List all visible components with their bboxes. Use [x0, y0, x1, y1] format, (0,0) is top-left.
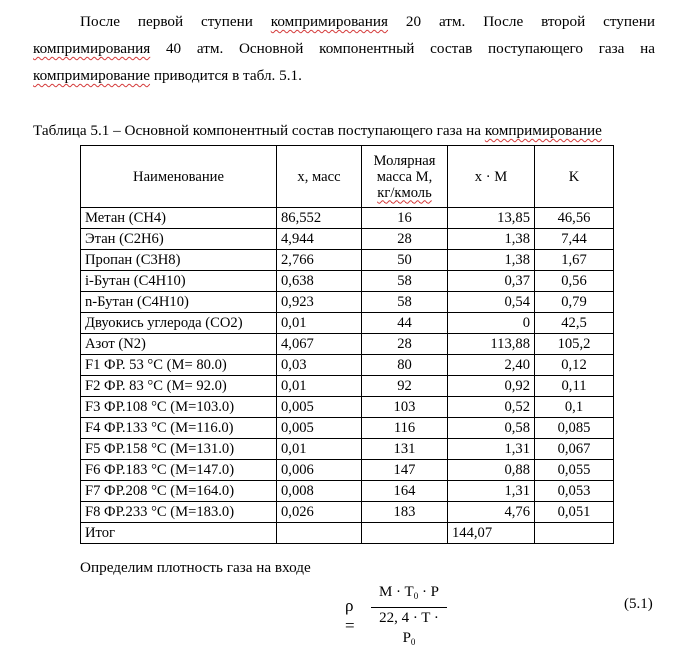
equation-number: (5.1): [624, 596, 653, 612]
table-cell: 0,008: [277, 481, 362, 502]
table-cell: 16: [362, 208, 448, 229]
table-cell: F3 ФР.108 °С (M=103.0): [81, 397, 277, 418]
table-cell: 4,067: [277, 334, 362, 355]
table-row: [81, 502, 614, 523]
table-cell: 4,944: [277, 229, 362, 250]
table-row: [81, 439, 614, 460]
table-row: [81, 355, 614, 376]
paragraph-text: приводится в табл. 5.1.: [150, 67, 302, 84]
header-x-m: x · M: [448, 146, 535, 208]
denominator-text: 22, 4 · T · P: [379, 610, 439, 646]
table-cell: 58: [362, 292, 448, 313]
paragraph-text: 20 атм. После второй ступени: [388, 13, 655, 30]
total-cell: 144,07: [448, 523, 535, 544]
spellcheck-word[interactable]: компримирование: [33, 67, 151, 84]
table-cell: 1,31: [448, 481, 535, 502]
numerator-tail: · P: [418, 584, 440, 600]
table-cell: 183: [362, 502, 448, 523]
table-cell: 0,055: [535, 460, 614, 481]
table-cell: 50: [362, 250, 448, 271]
table-cell: 1,38: [448, 229, 535, 250]
table-cell: 0,79: [535, 292, 614, 313]
table-body: [81, 208, 614, 544]
spellcheck-word[interactable]: компримирование: [484, 122, 602, 139]
table-cell: F4 ФР.133 °С (M=116.0): [81, 418, 277, 439]
table-cell: F1 ФР. 53 °С (M= 80.0): [81, 355, 277, 376]
paragraph-text: После первой ступени: [80, 13, 271, 30]
composition-table: [80, 145, 614, 544]
table-cell: F6 ФР.183 °С (M=147.0): [81, 460, 277, 481]
table-row: [81, 334, 614, 355]
table-cell: 4,76: [448, 502, 535, 523]
table-cell: 0,005: [277, 418, 362, 439]
header-k: K: [535, 146, 614, 208]
table-cell: F2 ФР. 83 °С (M= 92.0): [81, 376, 277, 397]
table-cell: Метан (CH4): [81, 208, 277, 229]
table-cell: Двуокись углерода (CO2): [81, 313, 277, 334]
table-cell: 0,053: [535, 481, 614, 502]
table-cell: 0,01: [277, 376, 362, 397]
table-cell: 46,56: [535, 208, 614, 229]
denominator-subscript: 0: [410, 637, 416, 647]
table-cell: F7 ФР.208 °С (M=164.0): [81, 481, 277, 502]
table-cell: 0,067: [535, 439, 614, 460]
table-cell: 113,88: [448, 334, 535, 355]
table-cell: 0,37: [448, 271, 535, 292]
table-cell: 0: [448, 313, 535, 334]
table-cell: 0,12: [535, 355, 614, 376]
table-cell: 0,006: [277, 460, 362, 481]
table-cell: 2,40: [448, 355, 535, 376]
caption-text: Таблица 5.1 – Основной компонентный состав поступающего газа на: [33, 122, 485, 139]
table-cell: 28: [362, 334, 448, 355]
table-total-row: [81, 523, 614, 544]
table-cell: 0,54: [448, 292, 535, 313]
table-cell: 0,92: [448, 376, 535, 397]
table-cell: 2,766: [277, 250, 362, 271]
table-cell: F8 ФР.233 °С (M=183.0): [81, 502, 277, 523]
numerator-subscript: 0: [413, 591, 419, 601]
header-molar-mass: [362, 146, 448, 208]
table-cell: i-Бутан (C4H10): [81, 271, 277, 292]
table-cell: 58: [362, 271, 448, 292]
table-cell: 0,88: [448, 460, 535, 481]
table-cell: 28: [362, 229, 448, 250]
table-cell: 1,31: [448, 439, 535, 460]
table-caption: [33, 121, 673, 141]
paragraph-text: 40 атм. Основной компонентный состав поступающего газа на: [150, 40, 655, 57]
header-x-mass: x, масс: [277, 146, 362, 208]
table-row: [81, 271, 614, 292]
table-cell: 0,051: [535, 502, 614, 523]
formula-numerator: [371, 583, 447, 608]
table-cell: Азот (N2): [81, 334, 277, 355]
formula-lhs: ρ =: [345, 596, 355, 635]
table-cell: 92: [362, 376, 448, 397]
table-cell: 7,44: [535, 229, 614, 250]
table-cell: n-Бутан (C4H10): [81, 292, 277, 313]
table-cell: 0,923: [277, 292, 362, 313]
table-cell: 13,85: [448, 208, 535, 229]
header-molar-line: масса М,: [376, 168, 433, 185]
table-row: [81, 418, 614, 439]
total-cell: [277, 523, 362, 544]
table-cell: 0,005: [277, 397, 362, 418]
header-molar-line: кг/кмоль: [377, 184, 432, 201]
spellcheck-word[interactable]: компримирования: [33, 40, 151, 57]
intro-paragraph: [33, 8, 655, 89]
table-cell: 0,58: [448, 418, 535, 439]
table-row: [81, 208, 614, 229]
table-header-row: [81, 146, 614, 208]
header-molar-line: Молярная: [373, 152, 436, 169]
header-name: Наименование: [81, 146, 277, 208]
table-cell: 0,638: [277, 271, 362, 292]
table-row: [81, 229, 614, 250]
table-cell: F5 ФР.158 °С (M=131.0): [81, 439, 277, 460]
numerator-text: M · T: [378, 584, 414, 600]
table-row: [81, 460, 614, 481]
table-cell: 1,38: [448, 250, 535, 271]
table-cell: 42,5: [535, 313, 614, 334]
table-cell: 103: [362, 397, 448, 418]
table-cell: 0,52: [448, 397, 535, 418]
table-cell: 147: [362, 460, 448, 481]
table-row: [81, 250, 614, 271]
table-cell: 0,1: [535, 397, 614, 418]
table-cell: 0,56: [535, 271, 614, 292]
table-row: [81, 292, 614, 313]
table-cell: 0,11: [535, 376, 614, 397]
table-row: [81, 313, 614, 334]
table-row: [81, 397, 614, 418]
table-cell: 105,2: [535, 334, 614, 355]
table-cell: 131: [362, 439, 448, 460]
table-cell: Пропан (C3H8): [81, 250, 277, 271]
table-cell: 0,026: [277, 502, 362, 523]
spellcheck-word[interactable]: компримирования: [270, 13, 389, 30]
table-cell: 116: [362, 418, 448, 439]
table-cell: 0,085: [535, 418, 614, 439]
table-cell: 44: [362, 313, 448, 334]
formula-denominator: [371, 608, 447, 652]
table-cell: 164: [362, 481, 448, 502]
table-row: [81, 376, 614, 397]
formula-fraction: [371, 583, 447, 652]
table-cell: 0,03: [277, 355, 362, 376]
total-cell: [535, 523, 614, 544]
table-row: [81, 481, 614, 502]
table-cell: 0,01: [277, 439, 362, 460]
table-cell: 1,67: [535, 250, 614, 271]
table-cell: 80: [362, 355, 448, 376]
table-cell: 86,552: [277, 208, 362, 229]
table-cell: 0,01: [277, 313, 362, 334]
total-cell: Итог: [81, 523, 277, 544]
total-cell: [362, 523, 448, 544]
density-intro: Определим плотность газа на входе: [80, 559, 311, 576]
table-cell: Этан (C2H6): [81, 229, 277, 250]
